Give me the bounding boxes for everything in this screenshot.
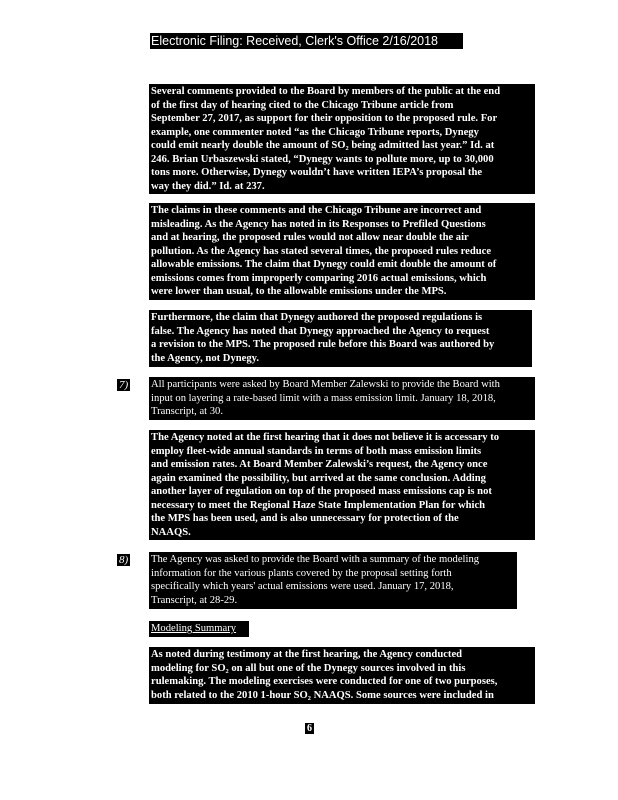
- text-line: The claims in these comments and the Chicago Tribune are incorrect and: [151, 205, 482, 216]
- page-number: 6: [307, 723, 312, 734]
- text-line: Several comments provided to the Board by members of the public at the end: [151, 86, 501, 97]
- paragraph-public-comments: [149, 84, 535, 194]
- text-line: The Agency noted at the first hearing that it does not believe it is accessary to: [151, 432, 500, 443]
- text-line: another layer of regulation on top of the proposed mass emissions cap is not: [151, 486, 492, 497]
- text-line: again examined the possibility, but arrived at the same conclusion. Adding: [151, 472, 486, 484]
- section-heading-modeling-summary: Modeling Summary: [149, 621, 249, 637]
- text-line: way they did.” Id. at 237.: [151, 180, 265, 192]
- text-line: both related to the 2010 1-hour SO₂ NAAQS. Some sources were included in: [151, 689, 494, 701]
- question-7-text: [149, 377, 535, 420]
- question-8-text: [149, 552, 517, 609]
- text-line: modeling for SO₂ on all but one of the Dynegy sources involved in this: [151, 662, 466, 674]
- paragraph-layering-response: [149, 430, 535, 540]
- paragraph-modeling: [149, 647, 535, 704]
- text-line: and emission rates. At Board Member Zalewski’s request, the Agency once: [151, 459, 488, 470]
- text-line: necessary to meet the Regional Haze State Implementation Plan for which: [151, 499, 486, 511]
- text-line: Transcript, at 30.: [151, 406, 223, 417]
- text-line: were lower than usual, to the allowable emissions under the MPS.: [151, 286, 447, 297]
- text-line: 246. Brian Urbaszewski stated, “Dynegy wants to pollute more, up to 30,000: [151, 153, 494, 165]
- paragraph-claims-incorrect: [149, 203, 535, 300]
- text-line: specifically which years' actual emissions were used. January 17, 2018,: [151, 581, 454, 592]
- text-line: NAAQS.: [151, 526, 191, 538]
- text-line: All participants were asked by Board Member Zalewski to provide the Board with: [151, 379, 500, 390]
- text-line: rulemaking. The modeling exercises were conducted for one of two purposes,: [151, 676, 498, 687]
- text-line: input on layering a rate-based limit with a mass emission limit. January 18, 2018,: [151, 392, 496, 404]
- text-line: allowable emissions. The claim that Dynegy could emit double the amount of: [151, 259, 497, 270]
- text-line: pollution. As the Agency has stated several times, the proposed rules reduce: [151, 245, 492, 257]
- text-line: the Agency, not Dynegy.: [151, 352, 260, 364]
- text-line: The Agency was asked to provide the Board with a summary of the modeling: [151, 554, 480, 565]
- paragraph-authorship: [149, 310, 532, 367]
- text-line: September 27, 2017, as support for their opposition to the proposed rule. For: [151, 113, 498, 124]
- text-line: Furthermore, the claim that Dynegy authored the proposed regulations is: [151, 312, 483, 323]
- item-number-8: 8): [119, 554, 129, 566]
- text-line: emissions comes from improperly comparing 2016 actual emissions, which: [151, 272, 487, 284]
- text-line: information for the various plants covered by the proposal setting forth: [151, 567, 452, 579]
- text-line: false. The Agency has noted that Dynegy approached the Agency to request: [151, 325, 490, 337]
- text-line: a revision to the MPS. The proposed rule before this Board was authored by: [151, 339, 495, 350]
- filing-stamp: Electronic Filing: Received, Clerk's Office 2/16/2018: [150, 33, 463, 49]
- text-line: Transcript, at 28-29.: [151, 594, 238, 606]
- text-line: example, one commenter noted “as the Chicago Tribune reports, Dynegy: [151, 126, 479, 138]
- text-line: could emit nearly double the amount of SO₂ being admitted last year.” Id. at: [151, 140, 495, 151]
- text-line: tons more. Otherwise, Dynegy wouldn’t have written IEPA’s proposal the: [151, 167, 483, 178]
- text-line: As noted during testimony at the first hearing, the Agency conducted: [151, 649, 463, 660]
- text-line: misleading. As the Agency has noted in its Responses to Prefiled Questions: [151, 218, 486, 230]
- text-line: the MPS has been used, and is also unnecessary for protection of the: [151, 513, 459, 524]
- item-number-7: 7): [119, 379, 129, 391]
- text-line: and at hearing, the proposed rules would not allow near double the air: [151, 232, 469, 243]
- text-line: employ fleet-wide annual standards in terms of both mass emission limits: [151, 445, 482, 457]
- text-line: of the first day of hearing cited to the Chicago Tribune article from: [151, 99, 454, 111]
